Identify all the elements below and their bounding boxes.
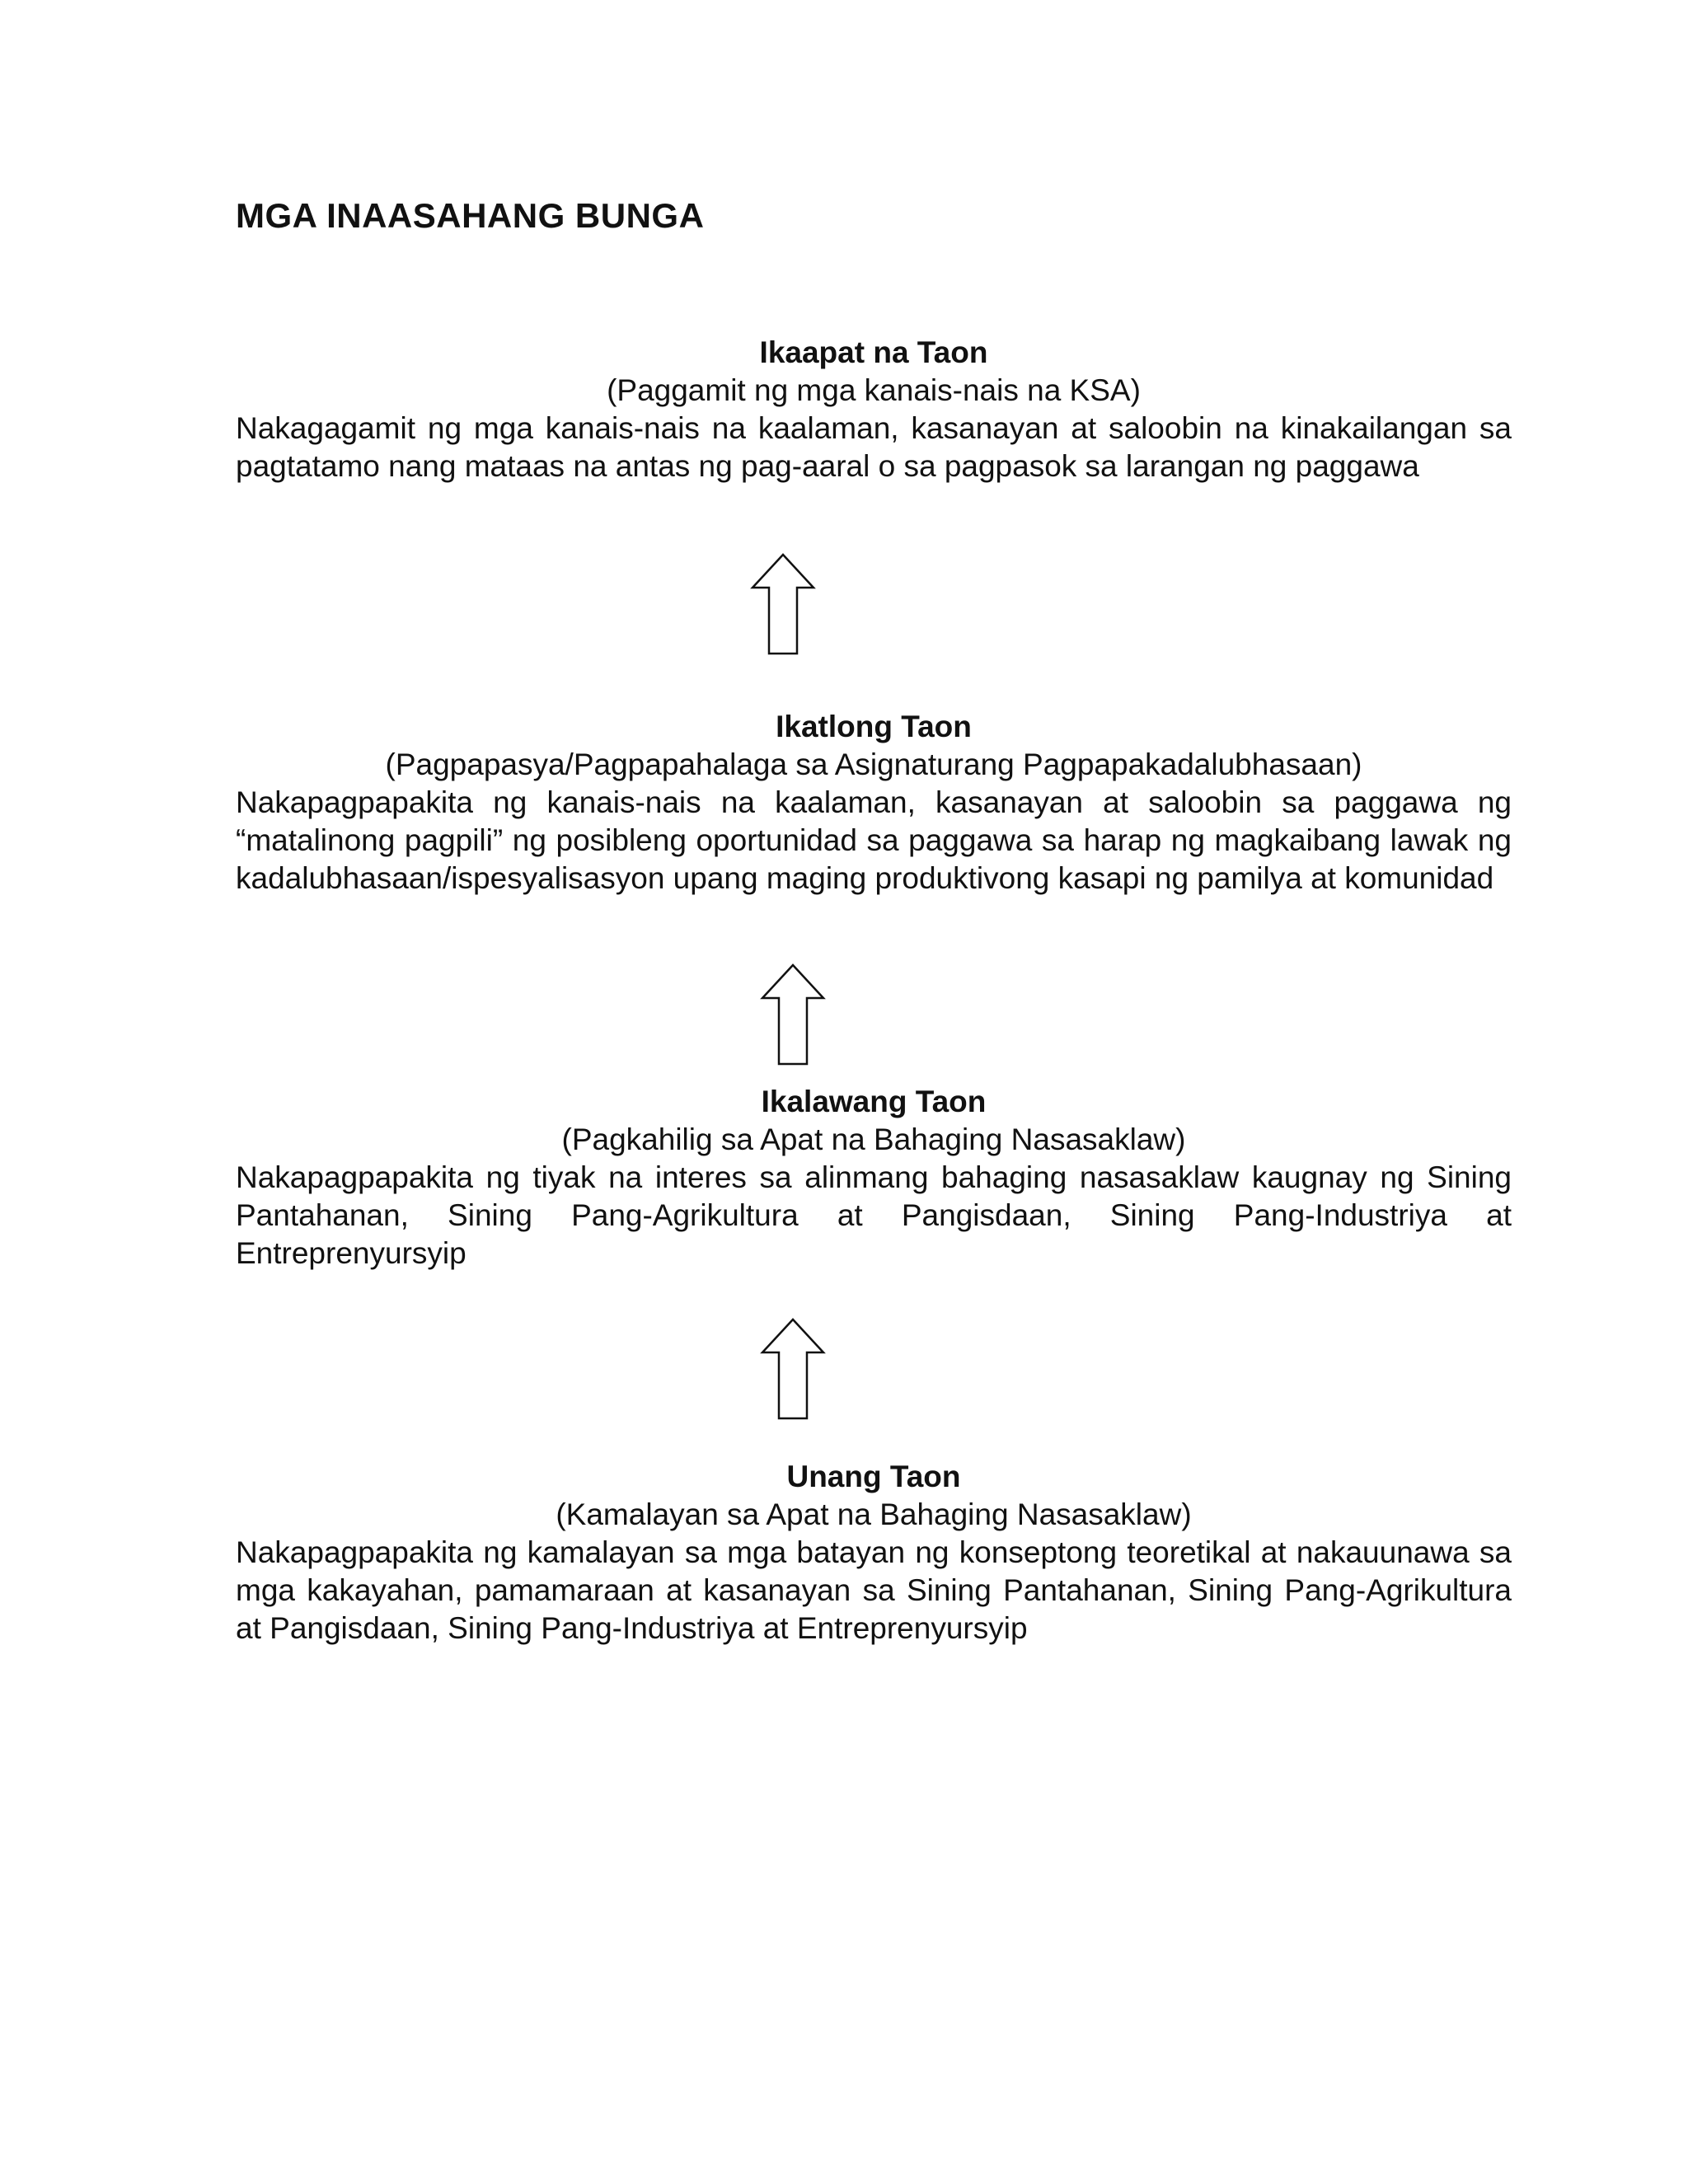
up-arrow-icon (760, 1317, 826, 1421)
up-arrow-icon (760, 963, 826, 1066)
year-subtitle: (Paggamit ng mga kanais-nais na KSA) (607, 373, 1141, 407)
year-title: Ikalawang Taon (761, 1085, 987, 1118)
year-description: Nakapagpapakita ng kamalayan sa mga batayan ng konseptong teoretikal at nakauunawa sa mga kakayahan, pamamaraan at kasanayan sa Sining Pantahanan, Sining Pang-Agrikultura at Pangisdaan, Sining Pang-Industriya at Entreprenyursyip (236, 1535, 1512, 1645)
up-arrow-icon (750, 552, 816, 656)
year-section-2 (236, 1083, 1512, 1272)
year-section-3 (236, 708, 1512, 898)
year-title: Ikatlong Taon (776, 710, 972, 743)
year-description: Nakagagamit ng mga kanais-nais na kaalaman, kasanayan at saloobin na kinakailangan sa pagtatamo nang mataas na antas ng pag-aaral o sa pagpasok sa larangan ng paggawa (236, 411, 1512, 483)
year-description: Nakapagpapakita ng kanais-nais na kaalaman, kasanayan at saloobin sa paggawa ng “matalinong pagpili” ng posibleng oportunidad sa paggawa sa harap ng magkaibang lawak ng kadalubhasaan/ispesyalisasyon upang maging produktivong kasapi ng pamilya at komunidad (236, 785, 1512, 895)
year-section-4 (236, 334, 1512, 485)
year-subtitle: (Kamalayan sa Apat na Bahaging Nasasaklaw) (556, 1497, 1192, 1531)
year-subtitle: (Pagkahilig sa Apat na Bahaging Nasasaklaw) (561, 1122, 1186, 1156)
page-title: MGA INAASAHANG BUNGA (236, 196, 705, 235)
year-title: Unang Taon (786, 1460, 961, 1493)
year-title: Ikaapat na Taon (759, 335, 988, 369)
year-description: Nakapagpapakita ng tiyak na interes sa alinmang bahaging nasasaklaw kaugnay ng Sining Pantahanan, Sining Pang-Agrikultura at Pangisdaan, Sining Pang-Industriya at Entreprenyursyip (236, 1160, 1512, 1270)
year-section-1 (236, 1458, 1512, 1647)
year-subtitle: (Pagpapasya/Pagpapahalaga sa Asignaturang Pagpapakadalubhasaan) (385, 748, 1362, 781)
